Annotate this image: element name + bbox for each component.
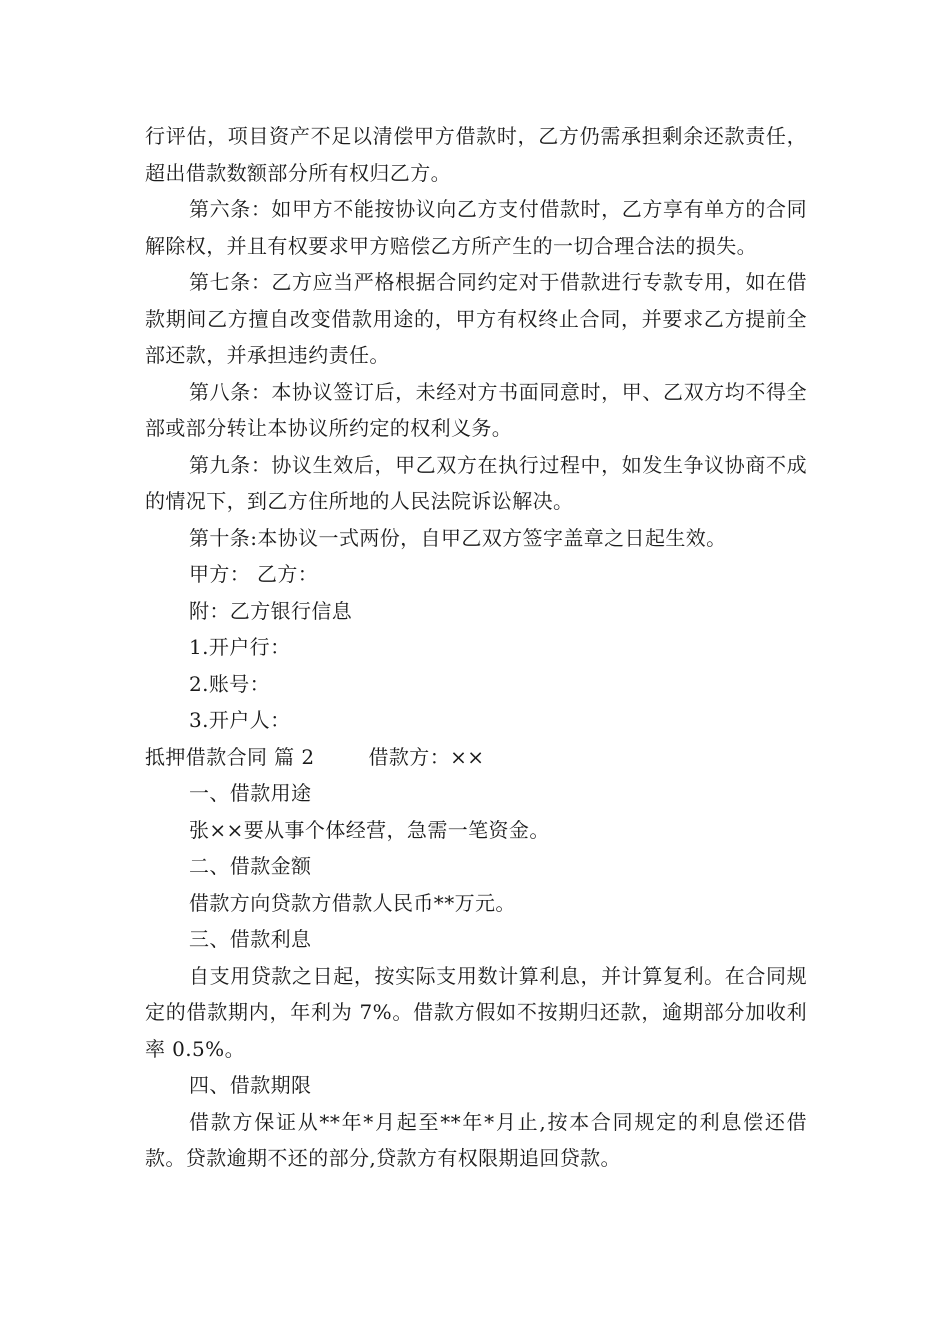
- paragraph: 借款方向贷款方借款人民币**万元。: [189, 890, 516, 915]
- paragraph: 一、借款用途: [189, 781, 312, 805]
- paragraph: 第六条：如甲方不能按协议向乙方支付借款时，乙方享有单方的合同解除权，并且有权要求甲方赔偿乙方所产生的一切合理合法的损失。: [145, 197, 807, 258]
- paragraph: 四、借款期限: [189, 1073, 312, 1097]
- paragraph: 第十条:本协议一式两份，自甲乙双方签字盖章之日起生效。: [189, 525, 727, 550]
- paragraph: 二、借款金额: [189, 854, 312, 878]
- paragraph: 抵押借款合同 篇 2 借款方：××: [145, 744, 485, 769]
- paragraph: 3.开户人：: [189, 708, 291, 732]
- paragraph: 1.开户行：: [189, 635, 291, 659]
- paragraph: 自支用贷款之日起，按实际支用数计算利息，并计算复利。在合同规定的借款期内，年利为 7%。借款方假如不按期归还款，逾期部分加收利率 0.5%。: [145, 963, 807, 1061]
- paragraph: 第七条：乙方应当严格根据合同约定对于借款进行专款专用，如在借款期间乙方擅自改变借款用途的，甲方有权终止合同，并要求乙方提前全部还款，并承担违约责任。: [145, 270, 807, 367]
- paragraph: 张××要从事个体经营，急需一笔资金。: [189, 817, 550, 842]
- paragraph: 行评估，项目资产不足以清偿甲方借款时，乙方仍需承担剩余还款责任，超出借款数额部分所有权归乙方。: [145, 124, 807, 185]
- paragraph: 2.账号：: [189, 671, 271, 696]
- document-body: [145, 118, 807, 1177]
- paragraph: 借款方保证从**年*月起至**年*月止,按本合同规定的利息偿还借款。贷款逾期不还的部分,贷款方有权限期追回贷款。: [145, 1109, 807, 1170]
- paragraph: 甲方： 乙方：: [189, 562, 319, 586]
- paragraph: 附：乙方银行信息: [189, 598, 353, 623]
- paragraph: 第九条：协议生效后，甲乙双方在执行过程中，如发生争议协商不成的情况下，到乙方住所地的人民法院诉讼解决。: [145, 452, 807, 513]
- paragraph: 三、借款利息: [189, 927, 312, 951]
- paragraph: 第八条：本协议签订后，未经对方书面同意时，甲、乙双方均不得全部或部分转让本协议所约定的权利义务。: [145, 379, 807, 440]
